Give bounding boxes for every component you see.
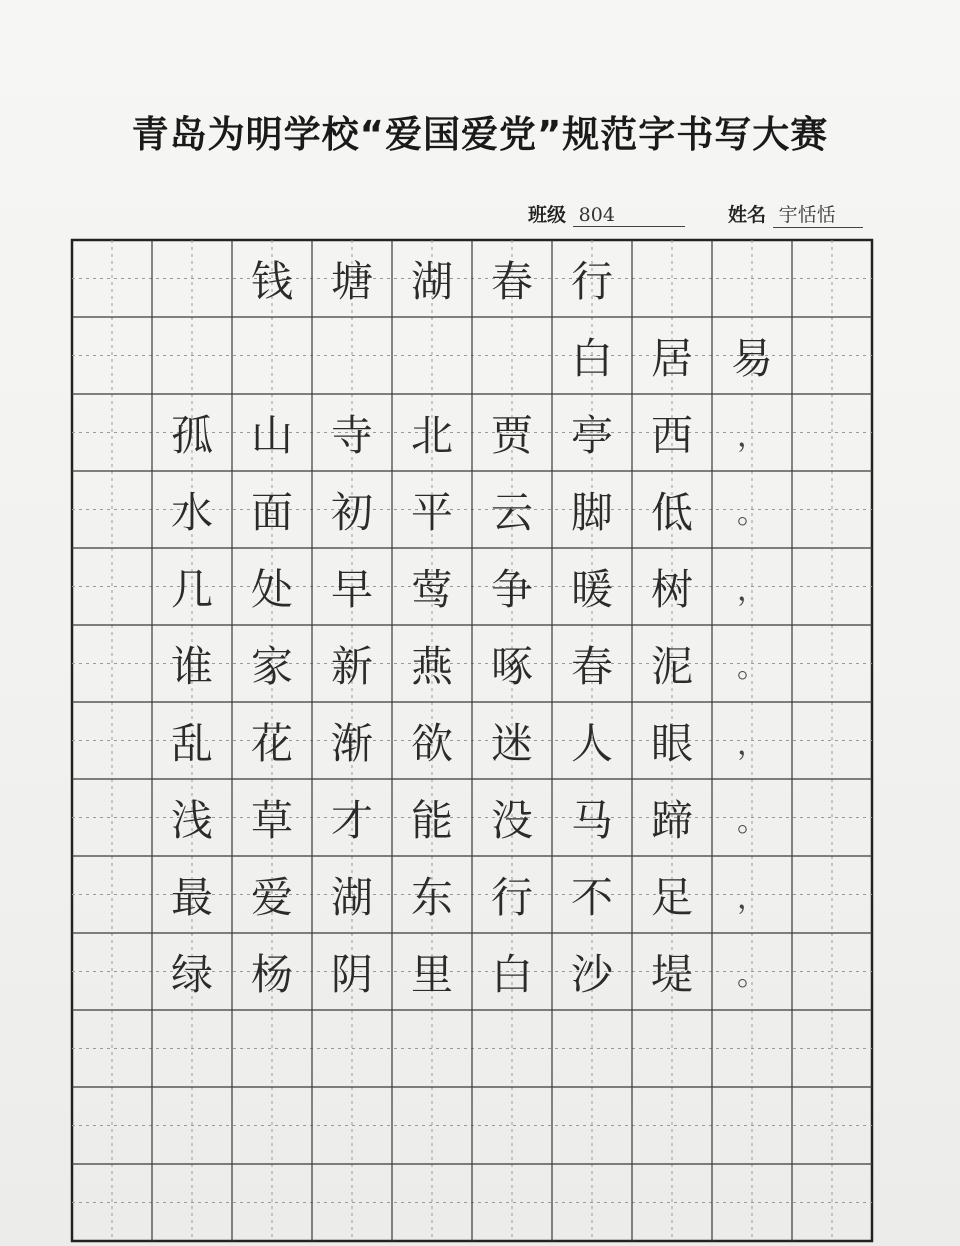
poem-char: 春 <box>570 641 613 691</box>
poem-char: 能 <box>410 795 453 845</box>
poem-punctuation: ， <box>737 880 767 916</box>
poem-punctuation: ， <box>737 418 767 454</box>
poem-char: 马 <box>570 795 613 845</box>
poem-char: 足 <box>650 872 693 922</box>
poem-char: 暖 <box>570 564 613 614</box>
poem-punctuation: 。 <box>737 957 767 993</box>
poem-char: 水 <box>170 487 213 537</box>
poem-char: 啄 <box>490 641 533 691</box>
poem-char: 泥 <box>650 641 693 691</box>
poem-title-char: 塘 <box>330 256 373 306</box>
poem-char: 西 <box>650 410 693 460</box>
poem-title-char: 湖 <box>410 256 453 306</box>
poem-char: 新 <box>330 641 373 691</box>
poem-punctuation: ， <box>737 572 767 608</box>
poem-char: 孤 <box>170 410 213 460</box>
poem-author-char: 居 <box>650 333 693 383</box>
poem-char: 最 <box>170 872 213 922</box>
poem-char: 低 <box>650 487 693 537</box>
poem-char: 树 <box>650 564 693 614</box>
poem-char: 蹄 <box>650 795 693 845</box>
poem-char: 堤 <box>650 949 693 999</box>
poem-char: 燕 <box>410 641 453 691</box>
poem-char: 草 <box>250 795 293 845</box>
poem-char: 平 <box>410 487 453 537</box>
poem-char: 寺 <box>330 410 373 460</box>
poem-char: 白 <box>490 949 533 999</box>
poem-author-char: 易 <box>730 333 773 383</box>
poem-char: 早 <box>330 564 373 614</box>
contest-title: 青岛为明学校“爱国爱党”规范字书写大赛 <box>131 113 829 156</box>
poem-char: 几 <box>170 564 213 614</box>
poem-char: 脚 <box>570 487 613 537</box>
poem-char: 阴 <box>330 949 373 999</box>
poem-char: 贾 <box>490 410 533 460</box>
poem-punctuation: 。 <box>737 649 767 685</box>
name-label: 姓名 <box>728 204 767 226</box>
poem-char: 山 <box>250 410 293 460</box>
poem-title-char: 钱 <box>250 256 293 306</box>
poem-char: 不 <box>570 872 613 922</box>
poem-char: 眼 <box>650 718 693 768</box>
poem-char: 乱 <box>170 718 213 768</box>
poem-punctuation: 。 <box>737 495 767 531</box>
poem-char: 云 <box>490 487 533 537</box>
poem-char: 莺 <box>410 564 453 614</box>
poem-char: 谁 <box>170 641 213 691</box>
poem-char: 才 <box>330 795 373 845</box>
poem-char: 爱 <box>250 872 293 922</box>
poem-char: 欲 <box>410 718 453 768</box>
poem-char: 渐 <box>330 718 373 768</box>
poem-char: 花 <box>250 718 293 768</box>
poem-char: 初 <box>330 487 373 537</box>
poem-char: 亭 <box>570 410 613 460</box>
poem-char: 人 <box>570 718 613 768</box>
poem-char: 家 <box>250 641 293 691</box>
poem-char: 处 <box>250 564 293 614</box>
poem-char: 行 <box>490 872 533 922</box>
name-value: 宇恬恬 <box>773 200 863 228</box>
poem-author-char: 白 <box>570 333 613 383</box>
poem-title-char: 行 <box>570 256 613 306</box>
poem-title-char: 春 <box>490 256 533 306</box>
poem-char: 面 <box>250 487 293 537</box>
poem-punctuation: ， <box>737 726 767 762</box>
poem-char: 北 <box>410 410 453 460</box>
poem-char: 没 <box>490 795 533 845</box>
poem-char: 争 <box>490 564 533 614</box>
class-label: 班级 <box>528 204 567 226</box>
poem-char: 迷 <box>490 718 533 768</box>
poem-char: 里 <box>410 949 453 999</box>
class-value: 804 <box>573 204 685 227</box>
poem-char: 湖 <box>330 872 373 922</box>
poem-char: 杨 <box>250 949 293 999</box>
poem-char: 浅 <box>170 795 213 845</box>
poem-char: 东 <box>410 872 453 922</box>
poem-punctuation: 。 <box>737 803 767 839</box>
poem-char: 绿 <box>170 949 213 999</box>
poem-char: 沙 <box>570 949 613 999</box>
